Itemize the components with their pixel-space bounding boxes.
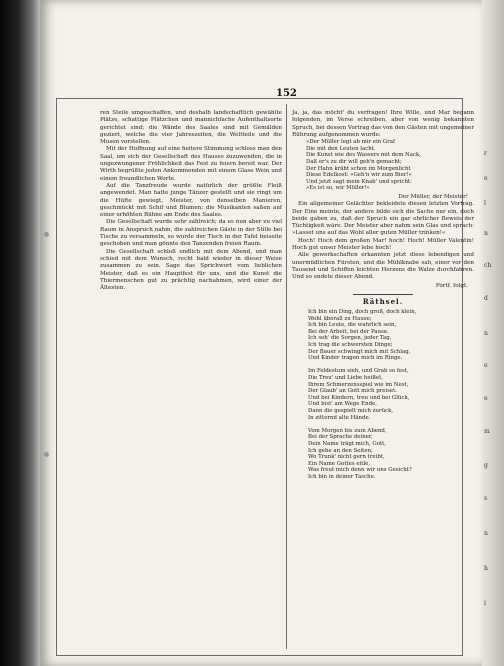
paragraph: Auf die Tanzfreude wurde natürlich der größte Fleiß angewendet. Man hatte junge Tänzer gestellt und sie ringt um die Hüfte gewiegt, Meister, von denselben Manieren, geschmückt mit Schif und Blumen; die Musikanten saßen auf einer erhöhten Bühne am Ende des Saales. (100, 182, 282, 219)
right-column (292, 110, 474, 481)
paragraph: Mit der Hoffnung auf eine heitere Stimmung schloss man den Saal, um sich der Gesellschaft des Hauses zuzuwenden, die in ungezwungener Fröhlichkeit das Fest zu feiern bereit war. Der Wirth begrüßte jeden Ankommenden mit einem Glase Wein und einem freundlichen Worte. (100, 146, 282, 182)
riddle-title: Räthsel. (362, 296, 404, 306)
column-divider (286, 104, 287, 649)
paragraph: ren Steile umgeschaffen, und deshalb landschaftlich gewählte Plätze, schattige Plätzchen und mannichfache Aufenthaltsorte gerichtet sind; die Wände des Saales sind mit Gemälden geziert, welche die vier Jahreszeiten, die Weltteile und die Musen vorstellen. (100, 110, 282, 146)
edge-fragment: e (484, 362, 488, 369)
page-number: 152 (276, 88, 297, 99)
edge-fragment: g (484, 462, 488, 469)
left-column (100, 110, 282, 292)
edge-fragment: m (484, 428, 490, 435)
binding-hole (44, 232, 49, 237)
verse: »Der Müller legt ab mir ein Graf Die mit den Leuten lacht. Die Kunst wie des Wassers mit dem Nack, Daß er's zu dir will geh'n gemacht; Der Hahn kräht schon im Morgenlicht Diese Edelkost: »Geh'n wir zum Bier!« Und jetzt sagt mein Knab' und spricht: »Es ist so, wir Müller!« (306, 139, 421, 192)
edge-fragment: r (484, 150, 487, 157)
section-separator (353, 294, 413, 295)
edge-fragment: i (484, 600, 486, 607)
riddle-verse: Ich bin ein Ding, doch groß, doch klein, Wohl überall zu Hause; Ich bin Leute, die wahrlich sein, Bei der Arbeit, bei der Pause. Ich seh' die Sorgen, jeder Tag, Ich trag die schwersten Dinge; Der Bauer schwingt mich mit Schlag, Und Kinder tragen mich im Ringe. Im Feldestum sieh, und Grab so fest, Die Treu' und Liebe heißet, Ihrem Schmerzensspiel wie im Nest, Der Glaub' an Gott mich preiset. Und bei Kindern, treu und bei Glück, Und bist' am Wege Ende, Dann die gespielt mich zurück, In zitternd alte Hände. Vom Morgen bis zum Abend, Bei der Sprache deiner, Dein Name trägt mich, Gott, Ich gehe an den Seiten; Wo Trunk' nicht gern treibt, Ein Name Gottes eitle, Was freut mich denn wir uns Gesicht? Ich bin in deiner Tasche. (308, 309, 417, 480)
next-page-edge (482, 0, 504, 666)
edge-fragment: n (484, 530, 488, 537)
paragraph: Die Gesellschaft schloß endlich mit dem Abend, und man schied mit dem Wunsch, recht bald wieder in dieser Weise zusammen zu sein. Sage das Sprichwort vom lieblichen Meister, daß es ein Hauptfest für uns, und die Kunst die Thiermenschen gut zu prächtig nachahmen, wird einer der Ältesten. (100, 248, 282, 292)
edge-fragment: e (484, 175, 488, 182)
binding-hole (44, 452, 49, 457)
edge-fragment: e (484, 395, 488, 402)
paragraph: Ein allgemeiner Gelächter bekleidete diesen letzten Vortrag. Der Eine meinte, der andere bilde sich die Sache nur ein, doch beide gaben zu, daß der Spruch ein gar ehrlicher Beweis der Tüchtigkeit wäre. Der Meister aber nahm sein Glas und sprach: »Lasset uns auf das Wohl aller guten Müller trinken!« (292, 201, 474, 237)
verse-signature: Der Müller, der Meister! (398, 193, 468, 200)
edge-fragment: d (484, 295, 488, 302)
book-spine-shadow (0, 0, 40, 666)
edge-fragment: n (484, 230, 488, 237)
edge-fragment: l (484, 200, 486, 207)
edge-fragment: ch (484, 262, 492, 269)
closing-paragraph: Alle gewerkschaften erkannten jetzt diese lebendigen und unermüdlichen Fürsten, und die Mühlknabe sah, einer vor den Tausend und Schiffen leichten Herzens die Walze durchfahren. Und so endete dieser Abend. (292, 252, 474, 281)
intro-paragraph: Ja, ja, das möcht' du verfragen! Ihre Wille, und Mar begann folgenden, im Verse schreiben, aber von wenig bekannten Spruch, bei dessen Vortrag das von den Gästen mit ungemeiner Rührung aufgenommen wurde: (292, 110, 474, 138)
edge-fragment: h (484, 565, 488, 572)
paragraph: Die Gesellschaft wurde sehr zahlreich; da es nun aber zu viel Raum in Anspruch nahm, die zahlreichen Gäste in der Stille bei Tische zu versammeln, so wurde der Tisch in der Tafel beiseite geschoben und man gönnte den Tanzenden freien Raum. (100, 219, 282, 248)
edge-fragment: s (484, 495, 488, 502)
toast-paragraph: Hoch! Hoch dem großen Mar! hoch! Hoch! Müller Valentin! Hoch gut unser Meister lebe hoch! (292, 237, 474, 252)
continuation-note: Fortf. folgt. (435, 282, 468, 289)
edge-fragment: n (484, 330, 488, 337)
